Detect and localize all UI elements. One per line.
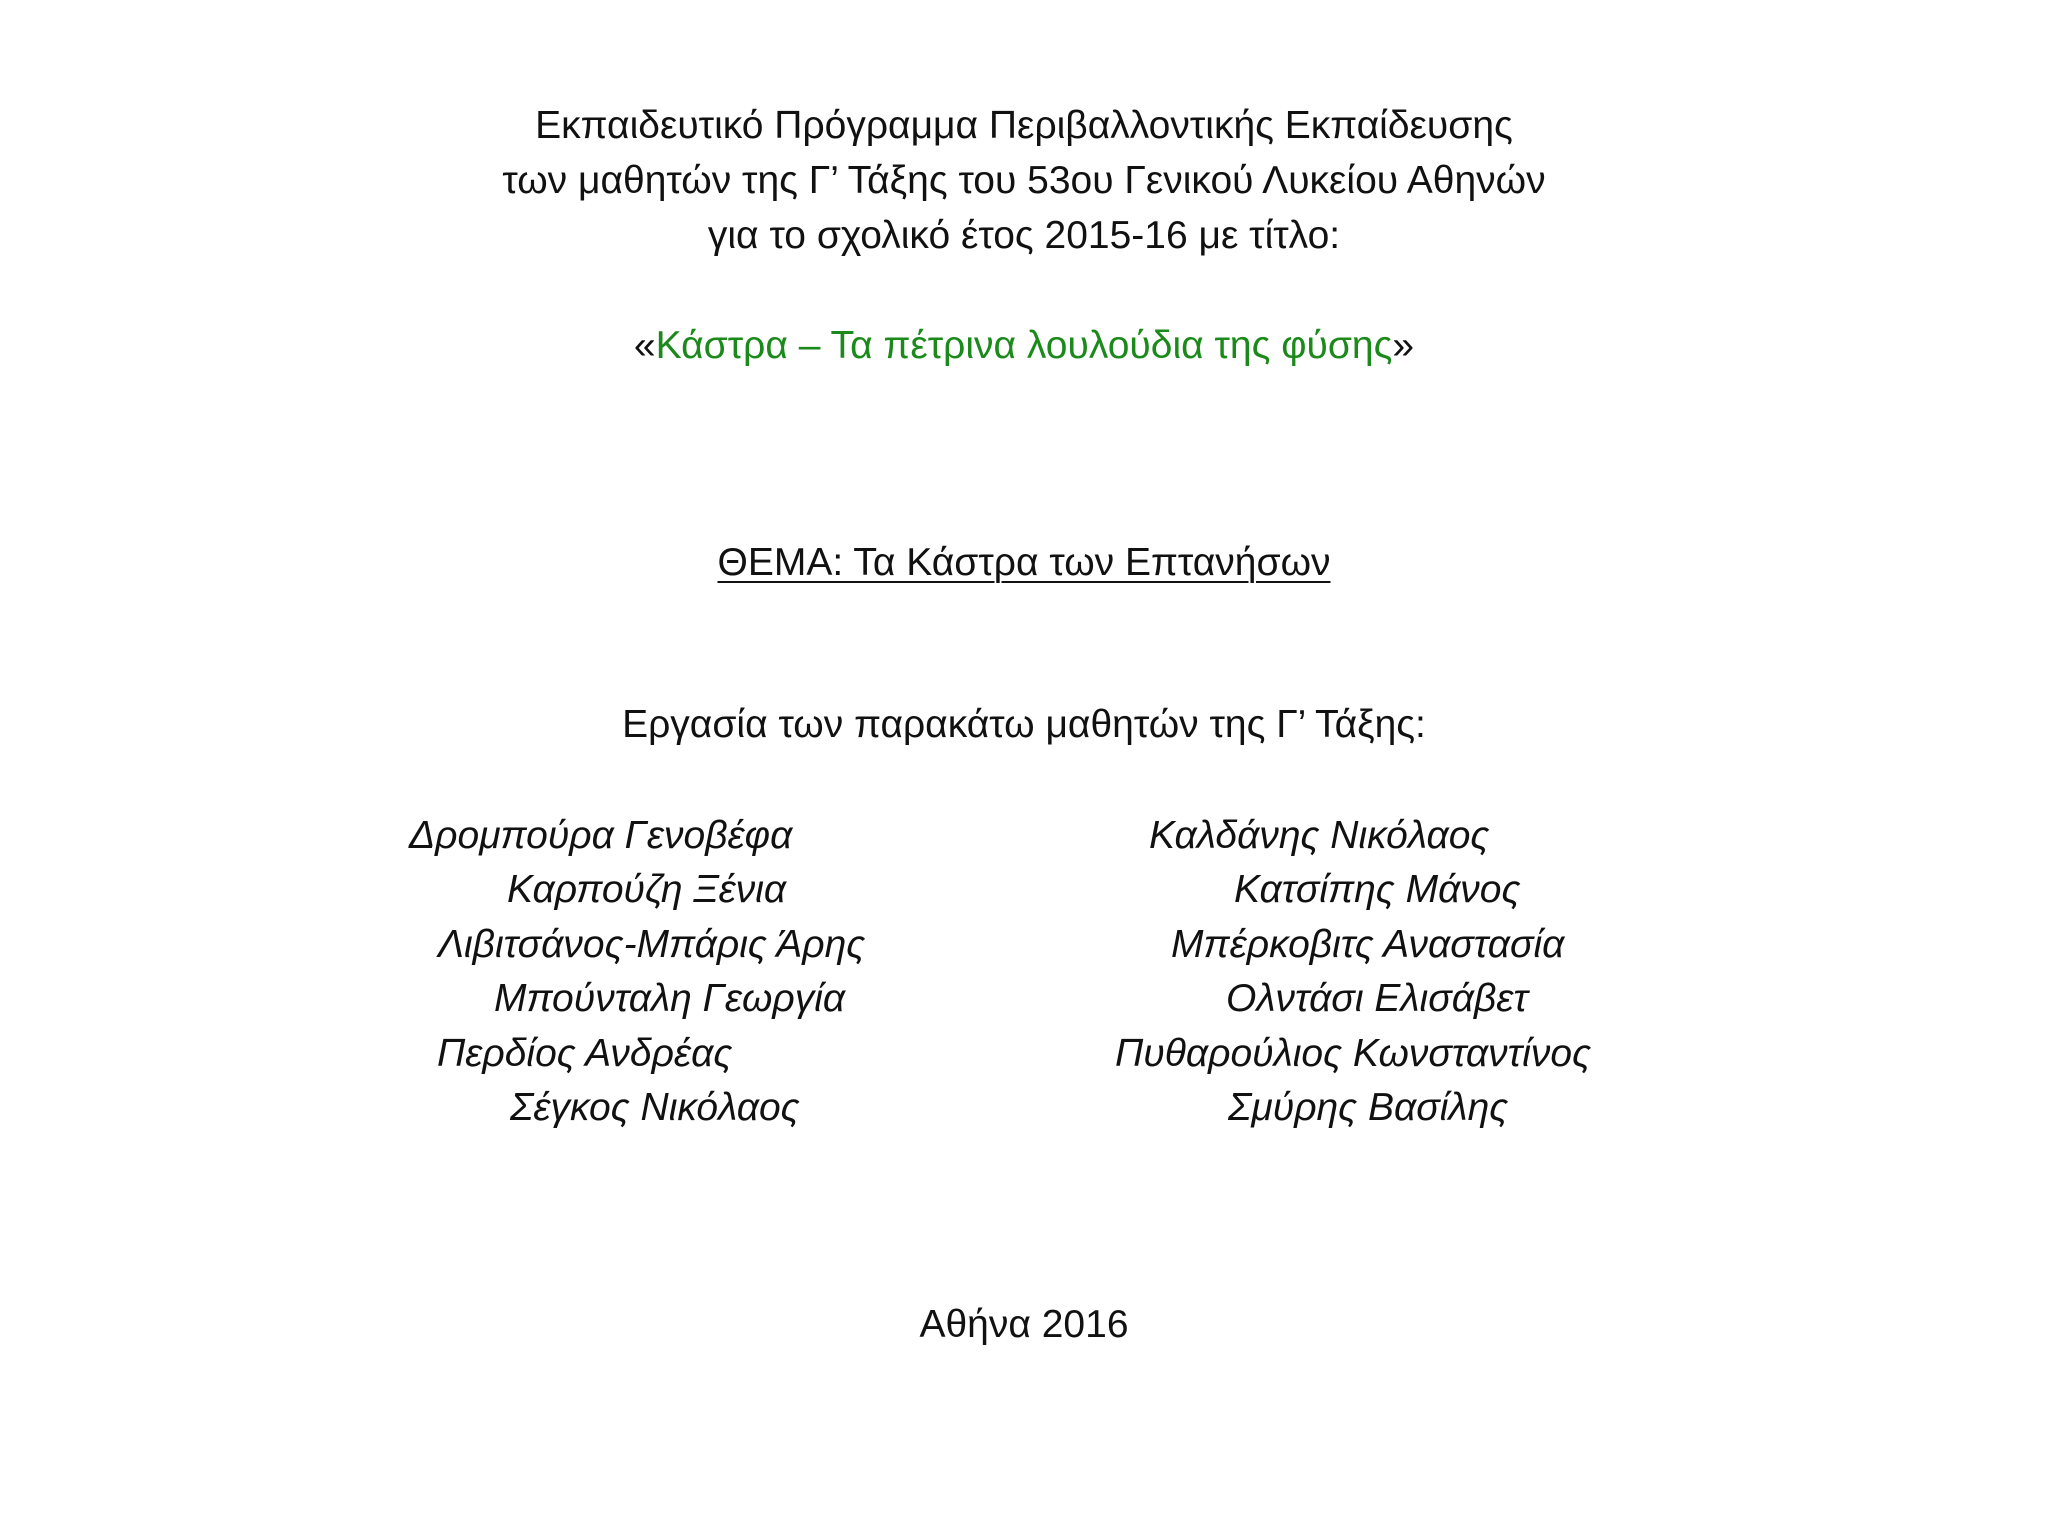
title-close-quote: » [1392,324,1415,367]
student-name: Δρομπούρα Γενοβέφα [409,814,793,857]
program-header [0,98,2048,263]
student-name: Μπούνταλη Γεωργία [494,977,846,1020]
students-intro: Εργασία των παρακάτω μαθητών της Γ’ Τάξης: [622,703,1426,746]
student-name: Κατσίπης Μάνος [1234,868,1521,911]
place-date: Αθήνα 2016 [919,1303,1129,1346]
student-name: Καλδάνης Νικόλαος [1149,814,1490,857]
student-name: Καρπούζη Ξένια [507,868,787,911]
student-name: Σμύρης Βασίλης [1228,1086,1509,1129]
header-line-3: για το σχολικό έτος 2015-16 με τίτλο: [707,214,1341,257]
program-title [0,318,2048,373]
student-name: Μπέρκοβιτς Αναστασία [1171,923,1565,966]
student-name: Ολντάσι Ελισάβετ [1226,977,1528,1020]
header-line-2: των μαθητών της Γ’ Τάξης του 53ου Γενικού Λυκείου Αθηνών [502,159,1546,202]
student-name: Σέγκος Νικόλαος [510,1086,800,1129]
header-line-1: Εκπαιδευτικό Πρόγραμμα Περιβαλλοντικής Εκπαίδευσης [535,104,1513,147]
title-text: Κάστρα – Τα πέτρινα λουλούδια της φύσης [655,324,1393,367]
theme-heading [0,535,2048,590]
title-open-quote: « [633,324,656,367]
theme-text: ΘΕΜΑ: Τα Κάστρα των Επτανήσων [717,541,1331,584]
student-name: Περδίος Ανδρέας [437,1032,733,1075]
student-name: Πυθαρούλιος Κωνσταντίνος [1115,1032,1592,1075]
student-name: Λιβιτσάνος-Μπάρις Άρης [438,923,866,966]
